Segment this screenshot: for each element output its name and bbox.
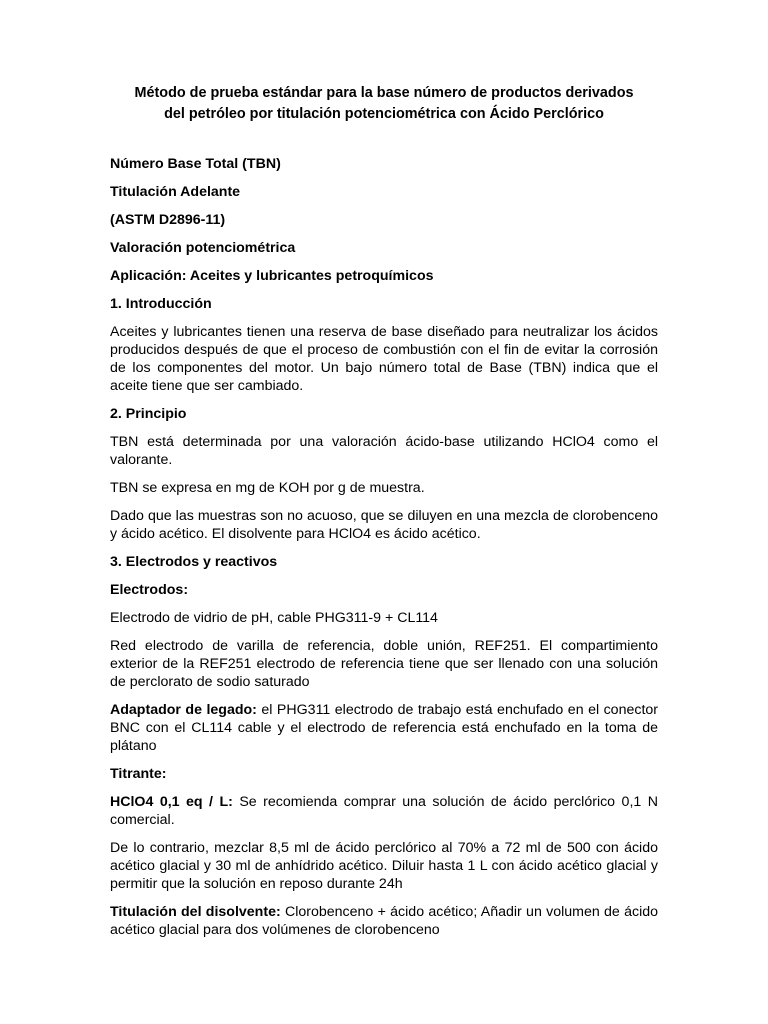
heading-astm: (ASTM D2896-11) [110,212,226,228]
adaptador-label: Adaptador de legado: [110,702,257,718]
principio-paragraph-1: TBN está determinada por una valoración ácido-base utilizando HClO4 como el valorante. [110,434,658,468]
subheading-electrodos: Electrodos: [110,582,189,598]
document-title [100,83,668,125]
adaptador-text: el PHG311 electrodo de trabajo está enchufado en el conector BNC con el CL114 cable y el electrodo de referencia está enchufado en la toma de plátano [110,702,659,754]
section-heading-electrodos-reactivos: 3. Electrodos y reactivos [110,554,278,570]
document-body [110,155,658,949]
title-line-2: del petróleo por titulación potenciométrica con Ácido Perclórico [164,106,604,122]
disolvente-text: Clorobenceno + ácido acético; Añadir un volumen de ácido acético glacial para dos volúmenes de clorobenceno [110,904,659,938]
heading-forward-titration: Titulación Adelante [110,184,241,200]
heading-tbn: Número Base Total (TBN) [110,156,281,172]
contrario-paragraph: De lo contrario, mezclar 8,5 ml de ácido perclórico al 70% a 72 ml de 500 con ácido acético glacial y 30 ml de anhídrido acético. Diluir hasta 1 L con ácido acético glacial y permitir que la solución en reposo durante 24h [110,840,658,892]
section-heading-introduccion: 1. Introducción [110,296,212,312]
subheading-titrante: Titrante: [110,766,167,782]
disolvente-label: Titulación del disolvente: [110,904,281,920]
heading-valoracion: Valoración potenciométrica [110,240,296,256]
title-line-1: Método de prueba estándar para la base número de productos derivados [134,85,634,101]
principio-paragraph-3: Dado que las muestras son no acuoso, que se diluyen en una mezcla de clorobenceno y ácido acético. El disolvente para HClO4 es ácido acético. [110,508,658,542]
adaptador-paragraph [110,701,658,755]
hclo4-paragraph [110,793,658,829]
heading-aplicacion: Aplicación: Aceites y lubricantes petroquímicos [110,268,434,284]
hclo4-label: HClO4 0,1 eq / L: [110,794,233,810]
electrodo-vidrio-paragraph: Electrodo de vidrio de pH, cable PHG311-9 + CL114 [110,610,438,626]
principio-paragraph-2: TBN se expresa en mg de KOH por g de muestra. [110,480,425,496]
electrodo-referencia-paragraph: Red electrodo de varilla de referencia, doble unión, REF251. El compartimiento exterior de la REF251 electrodo de referencia tiene que ser llenado con una solución de perclorato de sodio saturado [110,638,658,690]
section-heading-principio: 2. Principio [110,406,187,422]
disolvente-paragraph [110,903,658,939]
intro-paragraph: Aceites y lubricantes tienen una reserva de base diseñado para neutralizar los ácidos producidos después de que el proceso de combustión con el fin de evitar la corrosión de los componentes del motor. Un bajo número total de Base (TBN) indica que el aceite tiene que ser cambiado. [110,324,658,394]
hclo4-text: Se recomienda comprar una solución de ácido perclórico 0,1 N comercial. [110,794,658,828]
